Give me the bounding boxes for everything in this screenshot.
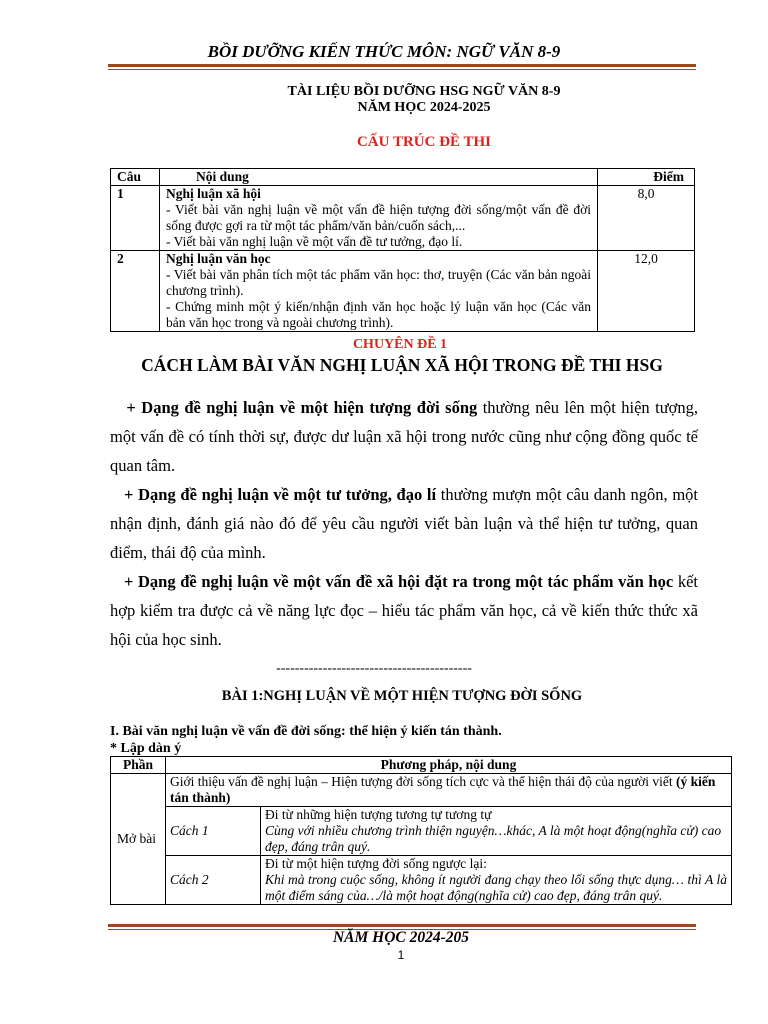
document-title-line1: TÀI LIỆU BỒI DƯỠNG HSG NGỮ VĂN 8-9 bbox=[287, 84, 561, 99]
cach1-content bbox=[261, 807, 732, 856]
section-heading bbox=[110, 723, 502, 757]
section-divider: ------------------------------------------ bbox=[276, 661, 472, 676]
lesson-title: BÀI 1:NGHỊ LUẬN VỀ MỘT HIỆN TƯỢNG ĐỜI SỐNG bbox=[221, 688, 583, 704]
outline-table-header bbox=[111, 757, 732, 774]
document-title-line2: NĂM HỌC 2024-2025 bbox=[357, 100, 491, 115]
col-phuong-phap: Phương pháp, nội dung bbox=[166, 757, 732, 774]
table-row bbox=[111, 856, 732, 905]
paragraph-bold: + Dạng đề nghị luận về một tư tưởng, đạo lí bbox=[124, 485, 437, 504]
chuyen-de-label: CHUYÊN ĐỀ 1 bbox=[352, 337, 448, 352]
paragraph bbox=[110, 393, 698, 480]
table-row bbox=[111, 774, 732, 807]
paragraph bbox=[110, 480, 698, 567]
outline-table bbox=[110, 756, 732, 905]
row-diem: 8,0 bbox=[598, 186, 695, 251]
row-cau: 2 bbox=[111, 251, 160, 332]
paragraph-bold: + Dạng đề nghị luận về một vấn đề xã hội đặt ra trong một tác phẩm văn học bbox=[123, 572, 674, 591]
table-row bbox=[111, 807, 732, 856]
paragraph-text: thường mượn một câu danh ngôn, một nhận định, đánh giá nào đó để yêu cầu người viết bàn luận và thể hiện tư tưởng, quan điểm, thái độ của mình. bbox=[110, 485, 699, 562]
col-cau: Câu bbox=[111, 169, 160, 186]
row-line: - Chứng minh một ý kiến/nhận định văn học hoặc lý luận văn học (Các văn bản văn học trong và ngoài chương trình). bbox=[166, 299, 591, 330]
cach2-content bbox=[261, 856, 732, 905]
chuyen-de-heading: CÁCH LÀM BÀI VĂN NGHỊ LUẬN XÃ HỘI TRONG ĐỀ THI HSG bbox=[141, 355, 663, 375]
row-noi-dung bbox=[160, 251, 598, 332]
row-line: - Viết bài văn phân tích một tác phẩm văn học: thơ, truyện (Các văn bản ngoài chương trình). bbox=[166, 267, 591, 298]
outline-label: * Lập dàn ý bbox=[110, 741, 182, 756]
col-noi-dung: Nội dung bbox=[160, 169, 598, 186]
mo-bai-label: Mở bài bbox=[111, 774, 166, 905]
col-diem: Điểm bbox=[598, 169, 695, 186]
intro-cell bbox=[166, 774, 732, 807]
page-number: 1 bbox=[397, 948, 405, 962]
cach1-label: Cách 1 bbox=[166, 807, 261, 856]
cach2-line2: Khi mà trong cuộc sống, không ít người đang chạy theo lối sống thực dụng… thì A là một điểm sáng của…/là một hoạt động(nghĩa cử) cao đẹp, đáng trân quý. bbox=[265, 872, 727, 903]
section-title: I. Bài văn nghị luận về vấn đề đời sống: thể hiện ý kiến tán thành. bbox=[110, 724, 502, 739]
row-title: Nghị luận văn học bbox=[166, 251, 271, 266]
header-title: BỒI DƯỠNG KIẾN THỨC MÔN: NGỮ VĂN 8-9 bbox=[207, 42, 561, 61]
paragraph-text: thường nêu lên một hiện tượng, một vấn đề có tính thời sự, được dư luận xã hội trong nước cũng như cộng đồng quốc tế quan tâm. bbox=[110, 398, 698, 475]
row-noi-dung bbox=[160, 186, 598, 251]
document-title bbox=[0, 84, 768, 116]
table-row bbox=[111, 251, 695, 332]
row-cau: 1 bbox=[111, 186, 160, 251]
row-line: - Viết bài văn nghị luận về một vấn đề tư tưởng, đạo lí. bbox=[166, 234, 463, 249]
cach2-line1: Đi từ một hiện tượng đời sống ngược lại: bbox=[265, 856, 487, 871]
paragraph-text: kết hợp kiểm tra được cả về năng lực đọc – hiểu tác phẩm văn học, cả về kiến thức thức xã hội của học sinh. bbox=[110, 572, 698, 649]
col-phan: Phần bbox=[111, 757, 166, 774]
row-line: - Viết bài văn nghị luận về một vấn đề hiện tượng đời sống/một vấn đề đời sống được gợi ra từ một tác phẩm/văn bản/cuốn sách,... bbox=[166, 202, 591, 233]
intro-bold: (ý kiến tán thành) bbox=[170, 774, 716, 805]
row-title: Nghị luận xã hội bbox=[166, 186, 261, 201]
cach1-line2: Cùng với nhiều chương trình thiện nguyện…khác, A là một hoạt động(nghĩa cử) cao đẹp, đáng trân quý. bbox=[265, 823, 722, 854]
cach2-label: Cách 2 bbox=[166, 856, 261, 905]
header-rule bbox=[108, 64, 696, 70]
table-row bbox=[111, 186, 695, 251]
structure-table bbox=[110, 168, 695, 332]
paragraph bbox=[110, 567, 698, 654]
structure-table-header bbox=[111, 169, 695, 186]
paragraph-bold: + Dạng đề nghị luận về một hiện tượng đời sống bbox=[126, 398, 478, 417]
footer-title: NĂM HỌC 2024-205 bbox=[332, 929, 470, 946]
row-diem: 12,0 bbox=[598, 251, 695, 332]
intro-text: Giới thiệu vấn đề nghị luận – Hiện tượng đời sống tích cực và thể hiện thái độ của người viết bbox=[170, 774, 677, 789]
structure-title: CẤU TRÚC ĐỀ THI bbox=[356, 134, 492, 150]
cach1-line1: Đi từ những hiện tượng tương tự tương tự bbox=[265, 807, 492, 822]
